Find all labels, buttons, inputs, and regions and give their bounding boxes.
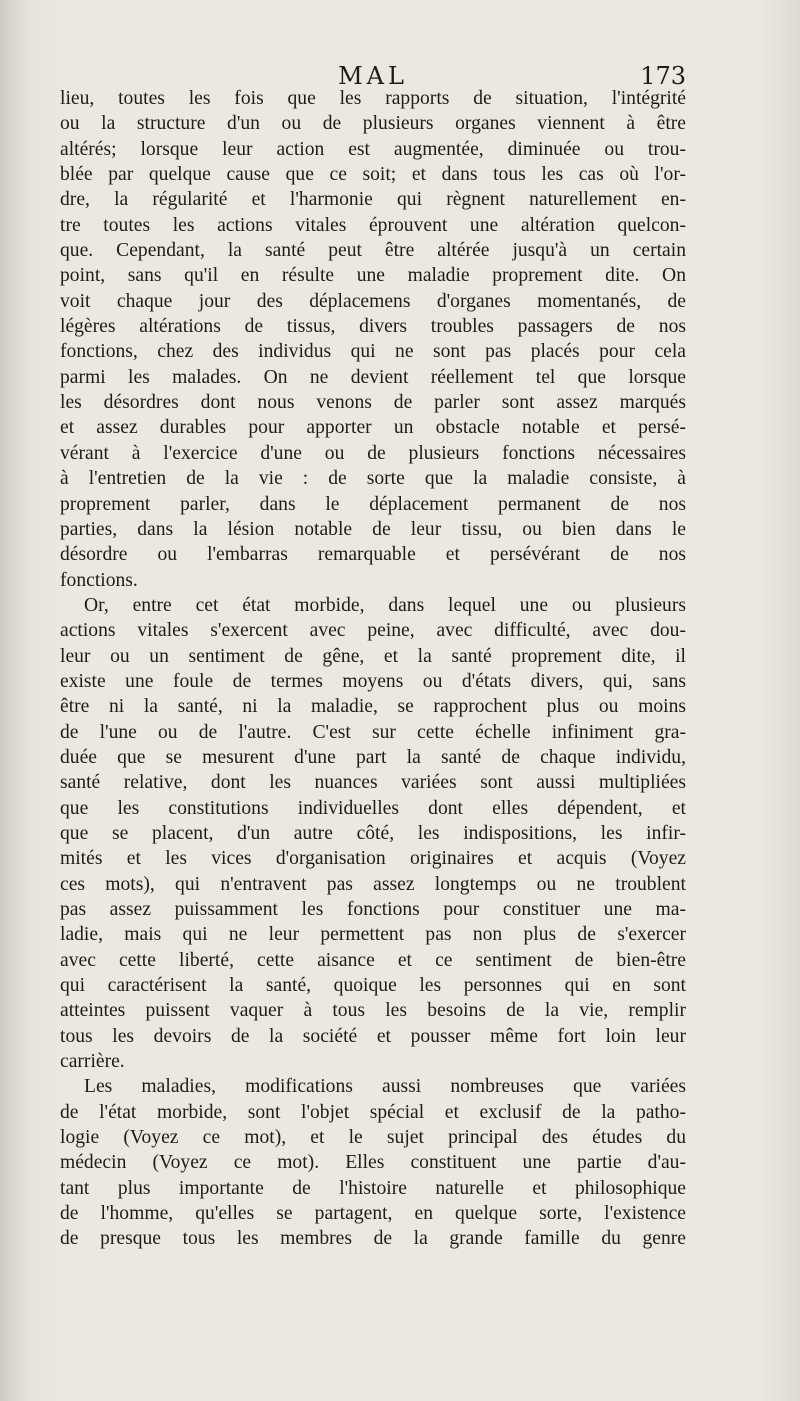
text-line: fonctions. [60, 569, 138, 591]
text-line: santé relative, dont les nuances variées sont aussi multipliées [60, 772, 686, 794]
text-line: logie (Voyez ce mot), et le sujet principal des études du [60, 1127, 686, 1149]
text-line: pas assez puissamment les fonctions pour constituer une ma- [60, 899, 686, 920]
text-line: qui caractérisent la santé, quoique les personnes qui en sont [60, 975, 686, 997]
text-line: ou la structure d'un ou de plusieurs organes viennent à être [60, 113, 686, 135]
text-line: et assez durables pour apporter un obstacle notable et persé- [60, 417, 686, 439]
text-line: Or, entre cet état morbide, dans lequel une ou plusieurs [84, 594, 686, 616]
text-line: voit chaque jour des déplacemens d'organes momentanés, de [60, 290, 686, 312]
text-line: tre toutes les actions vitales éprouvent une altération quelcon- [60, 214, 686, 236]
text-line: point, sans qu'il en résulte une maladie proprement dite. On [60, 265, 686, 287]
text-line: ladie, mais qui ne leur permettent pas non plus de s'exercer [60, 924, 686, 946]
text-line: parmi les malades. On ne devient réellement tel que lorsque [60, 366, 686, 388]
paragraph-3 [60, 1074, 686, 1251]
text-line: tous les devoirs de la société et pousser même fort loin leur [60, 1025, 686, 1047]
text-line: Les maladies, modifications aussi nombreuses que variées [84, 1076, 686, 1098]
text-line: que se placent, d'un autre côté, les indispositions, les infir- [60, 822, 686, 844]
text-line: ces mots), qui n'entravent pas assez longtemps ou ne troublent [60, 873, 686, 895]
text-line: dre, la régularité et l'harmonie qui règnent naturellement en- [60, 189, 686, 211]
text-line: de l'une ou de l'autre. C'est sur cette échelle infiniment gra- [60, 721, 686, 743]
text-line: actions vitales s'exercent avec peine, avec difficulté, avec dou- [60, 620, 686, 642]
text-line: lieu, toutes les fois que les rapports de situation, l'intégrité [60, 88, 686, 109]
text-line: désordre ou l'embarras remarquable et persévérant de nos [60, 544, 686, 566]
text-line: fonctions, chez des individus qui ne sont pas placés pour cela [60, 341, 686, 363]
text-line: que. Cependant, la santé peut être altérée jusqu'à un certain [60, 240, 686, 262]
text-line: leur ou un sentiment de gêne, et la santé proprement dite, il [60, 645, 686, 667]
text-line: que les constitutions individuelles dont elles dépendent, et [60, 797, 686, 819]
text-line: parties, dans la lésion notable de leur tissu, ou bien dans le [60, 518, 686, 540]
text-line: proprement parler, dans le déplacement permanent de nos [60, 493, 686, 515]
text-line: avec cette liberté, cette aisance et ce sentiment de bien-être [60, 949, 686, 971]
text-line: atteintes puissent vaquer à tous les besoins de la vie, remplir [60, 1000, 686, 1022]
text-line: blée par quelque cause que ce soit; et dans tous les cas où l'or- [60, 164, 686, 186]
text-line: vérant à l'exercice d'une ou de plusieurs fonctions nécessaires [60, 442, 686, 464]
text-line: mités et les vices d'organisation originaires et acquis (Voyez [60, 848, 686, 870]
text-line: de l'homme, qu'elles se partagent, en quelque sorte, l'existence [60, 1203, 686, 1225]
text-line: les désordres dont nous venons de parler sont assez marqués [60, 392, 686, 414]
page-number: 173 [640, 62, 686, 90]
text-line: duée que se mesurent d'une part la santé de chaque individu, [60, 746, 686, 768]
paragraph-2 [60, 593, 686, 1075]
running-head: MAL [338, 62, 408, 90]
text-line: de presque tous les membres de la grande famille du genre [60, 1228, 686, 1250]
text-line: légères altérations de tissus, divers troubles passagers de nos [60, 316, 686, 338]
text-line: tant plus importante de l'histoire naturelle et philosophique [60, 1177, 686, 1199]
text-line: médecin (Voyez ce mot). Elles constituent une partie d'au- [60, 1152, 686, 1174]
text-line: être ni la santé, ni la maladie, se rapprochent plus ou moins [60, 696, 686, 718]
text-line: à l'entretien de la vie : de sorte que la maladie consiste, à [60, 468, 686, 490]
text-line: existe une foule de termes moyens ou d'états divers, qui, sans [60, 670, 686, 692]
paragraph-1 [60, 86, 686, 593]
text-line: carrière. [60, 1051, 125, 1073]
text-line: altérés; lorsque leur action est augmentée, diminuée ou trou- [60, 138, 686, 160]
body-text [60, 86, 686, 1252]
text-line: de l'état morbide, sont l'objet spécial et exclusif de la patho- [60, 1101, 686, 1123]
